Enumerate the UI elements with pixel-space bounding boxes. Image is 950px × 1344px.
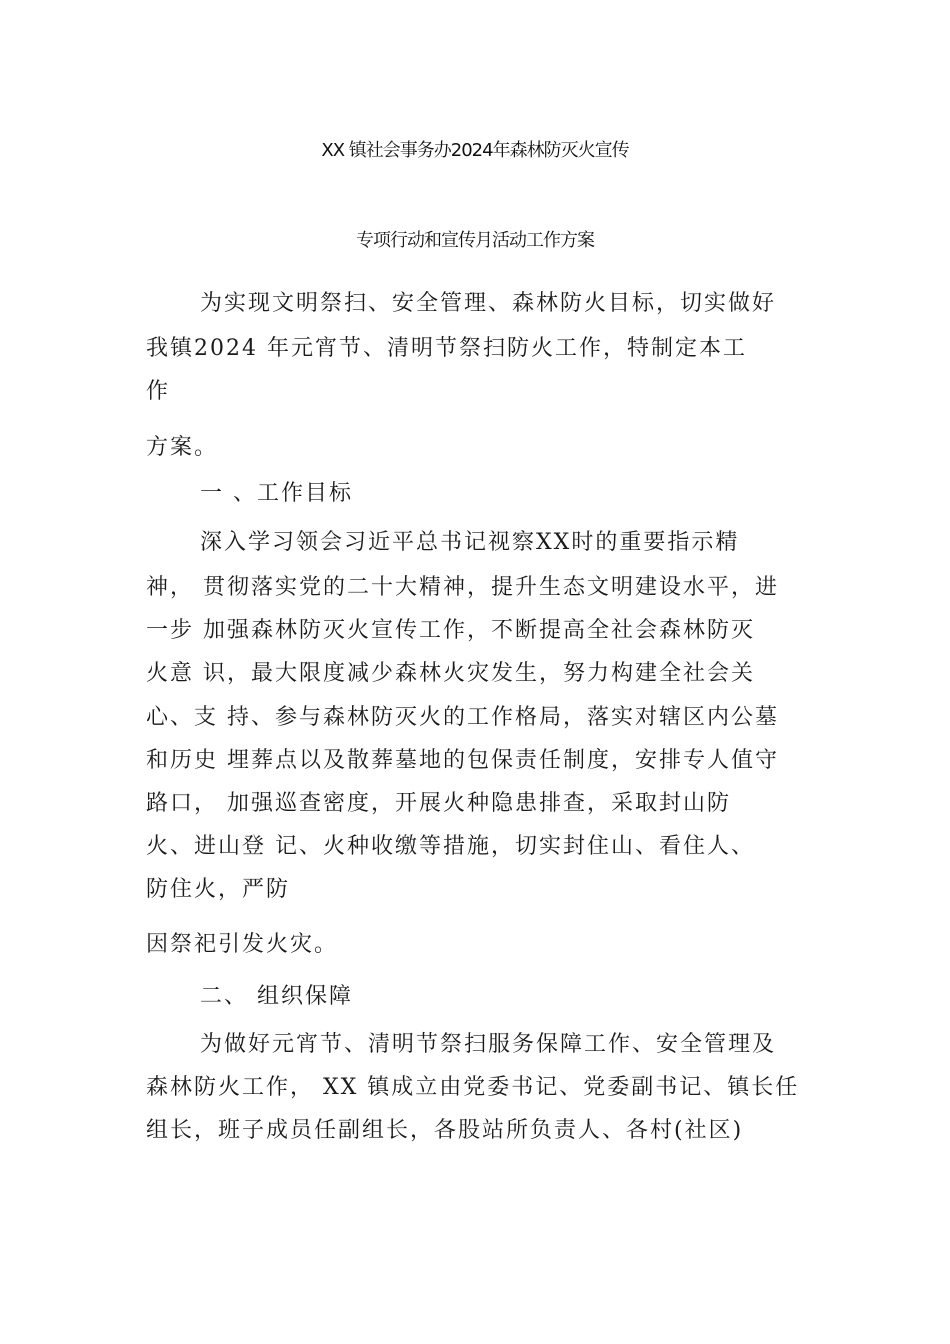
- body-line: 路口， 加强巡查密度，开展火种隐患排查，采取封山防: [146, 791, 731, 816]
- body-line: 森林防火工作， XX 镇成立由党委书记、党委副书记、镇长任: [146, 1075, 800, 1100]
- body-line: 心、支 持、参与森林防灭火的工作格局，落实对辖区内公墓: [146, 705, 779, 730]
- body-line: 防住火，严防: [146, 877, 291, 902]
- body-line: 深入学习领会习近平总书记视察XX时的重要指示精: [200, 530, 740, 555]
- section-heading: 一 、工作目标: [200, 481, 353, 506]
- body-line: 和历史 埋葬点以及散葬墓地的包保责任制度，安排专人值守: [146, 748, 779, 773]
- body-line: 因祭祀引发火灾。: [146, 932, 339, 957]
- body-line: 作: [146, 379, 171, 404]
- body-line: 方案。: [146, 435, 219, 460]
- body-line: 为做好元宵节、清明节祭扫服务保障工作、安全管理及: [200, 1032, 777, 1057]
- body-line: 神， 贯彻落实党的二十大精神，提升生态文明建设水平，进: [146, 575, 779, 600]
- body-line: 火、进山登 记、火种收缴等措施，切实封住山、看住人、: [146, 834, 755, 859]
- body-line: 为实现文明祭扫、安全管理、森林防火目标，切实做好: [200, 291, 777, 316]
- document-title-line-1: XX 镇社会事务办2024年森林防灭火宣传: [321, 140, 629, 161]
- document-title-line-2: 专项行动和宣传月活动工作方案: [356, 230, 594, 251]
- body-line: 火意 识，最大限度减少森林火灾发生，努力构建全社会关: [146, 661, 755, 686]
- body-line: 组长，班子成员任副组长，各股站所负责人、各村(社区): [146, 1118, 744, 1143]
- body-line: 一步 加强森林防灭火宣传工作，不断提高全社会森林防灭: [146, 618, 755, 643]
- section-heading: 二、 组织保障: [200, 984, 353, 1009]
- body-line: 我镇2024 年元宵节、清明节祭扫防火工作，特制定本工: [146, 336, 747, 361]
